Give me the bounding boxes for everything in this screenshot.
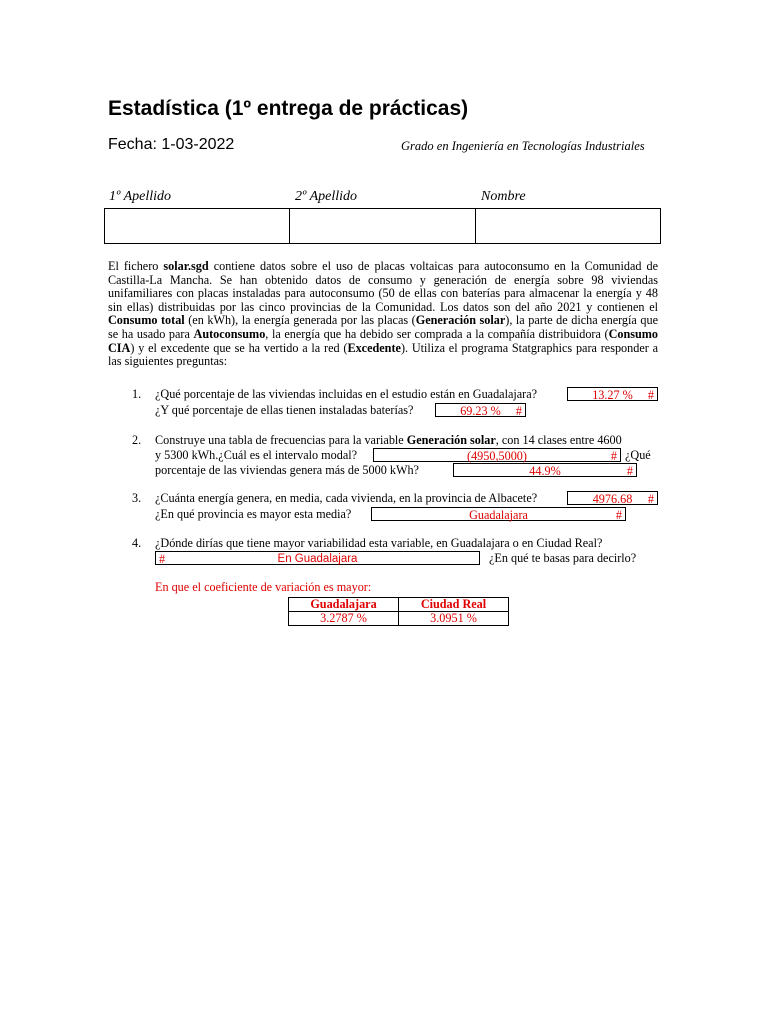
q4-reason: En que el coeficiente de variación es mayor: [155,580,372,594]
q4-text-after: ¿En qué te basas para decirlo? [489,551,637,565]
q2-text-bold: Generación solar [406,433,496,447]
q2-text-part: , con 14 clases entre 4600 [495,433,622,447]
intro-text: ), la parte de dicha energía que se ha usado para [108,313,658,341]
label-second-surname: 2º Apellido [295,189,358,204]
degree-label: Grado en Ingeniería en Tecnologías Industriales [401,139,645,153]
table-row [289,612,509,626]
q2-answer-2[interactable] [453,463,637,477]
intro-text: contiene datos sobre el uso de placas voltaicas para autoconsumo en la Comunidad de Castilla-La Mancha. Se han obtenido datos de consumo y generación de energía sobre 98 viviendas unifamiliares con placas instaladas para autoconsumo (50 de ellas con baterías para almacenar la energía y 48 sin ellas) distribuidas por las cinco provincias de la Comunidad. Los datos son del año 2021 y contienen el [108,259,658,314]
q2-answer-1[interactable] [373,448,621,462]
label-first-surname: 1º Apellido [109,189,172,204]
intro-bold: Consumo total [108,313,185,328]
answer-value: En Guadalajara [277,553,358,565]
intro-text: ). Utiliza el programa Statgraphics para responder a las siguientes preguntas: [108,340,658,369]
name-box [104,208,661,244]
q1-answer-1[interactable] [567,387,658,401]
hash-mark: # [515,404,522,418]
answer-value: 44.9% [529,464,561,478]
label-name: Nombre [481,189,526,204]
q4-text: ¿Dónde dirías que tiene mayor variabilidad esta variable, en Guadalajara o en Ciudad Real? [155,536,603,550]
table-header-row [289,598,509,612]
q1-number: 1. [132,387,142,401]
answer-value: Guadalajara [469,508,528,522]
cv-value-ciudad-real: 3.0951 % [399,612,509,626]
intro-text: El fichero [108,259,164,273]
hash-mark: # [647,388,654,402]
answer-value: 13.27 % [592,388,633,402]
q3-text-2: ¿En qué provincia es mayor esta media? [155,507,352,521]
hash-mark: # [626,464,633,478]
intro-text: , la energía que ha debido ser comprada a la compañía distribuidora ( [265,326,609,341]
q2-number: 2. [132,433,142,447]
intro-text: ) y el excedente que se ha vertido a la red ( [130,340,348,355]
q3-text: ¿Cuánta energía genera, en media, cada vivienda, en la provincia de Albacete? [155,491,538,505]
intro-paragraph [108,260,658,369]
intro-bold: Generación solar [415,313,506,328]
second-surname-field[interactable] [290,209,475,243]
hash-mark: # [615,508,622,522]
q1-text-2: ¿Y qué porcentaje de ellas tienen instaladas baterías? [155,403,414,417]
cv-header-ciudad-real: Ciudad Real [399,598,509,612]
hash-mark: # [610,449,617,463]
cv-value-guadalajara: 3.2787 % [289,612,399,626]
cv-table [288,597,509,626]
first-surname-field[interactable] [105,209,290,243]
q3-number: 3. [132,491,142,505]
q2-text-2: y 5300 kWh.¿Cuál es el intervalo modal? [155,448,358,462]
q1-text: ¿Qué porcentaje de las viviendas incluidas en el estudio están en Guadalajara? [155,387,538,401]
q2-text-3: porcentaje de las viviendas genera más de 5000 kWh? [155,463,419,477]
answer-value: (4950,5000) [467,449,527,463]
name-field[interactable] [476,209,660,243]
intro-text: (en kWh), la energía generada por las placas ( [184,313,416,328]
intro-bold: Consumo CIA [108,326,659,355]
intro-bold: Autoconsumo [193,326,266,341]
hash-mark: # [647,492,654,506]
q3-answer-1[interactable] [567,491,658,505]
intro-bold: Excedente [347,340,401,355]
date-label: Fecha: 1-03-2022 [108,136,235,153]
q2-text [155,433,622,448]
answer-value: 69.23 % [460,404,501,418]
q2-text-part: Construye una tabla de frecuencias para la variable [155,433,407,447]
q2-text-after: ¿Qué [625,448,651,462]
hash-mark: # [159,552,166,566]
q4-answer-1[interactable] [155,551,480,565]
q1-answer-2[interactable] [435,403,526,417]
answer-value: 4976.68 [592,492,633,506]
q4-number: 4. [132,536,142,550]
q3-answer-2[interactable] [371,507,626,521]
page-title: Estadística (1º entrega de prácticas) [108,97,469,120]
intro-file: solar.sgd [163,259,209,273]
cv-header-guadalajara: Guadalajara [289,598,399,612]
